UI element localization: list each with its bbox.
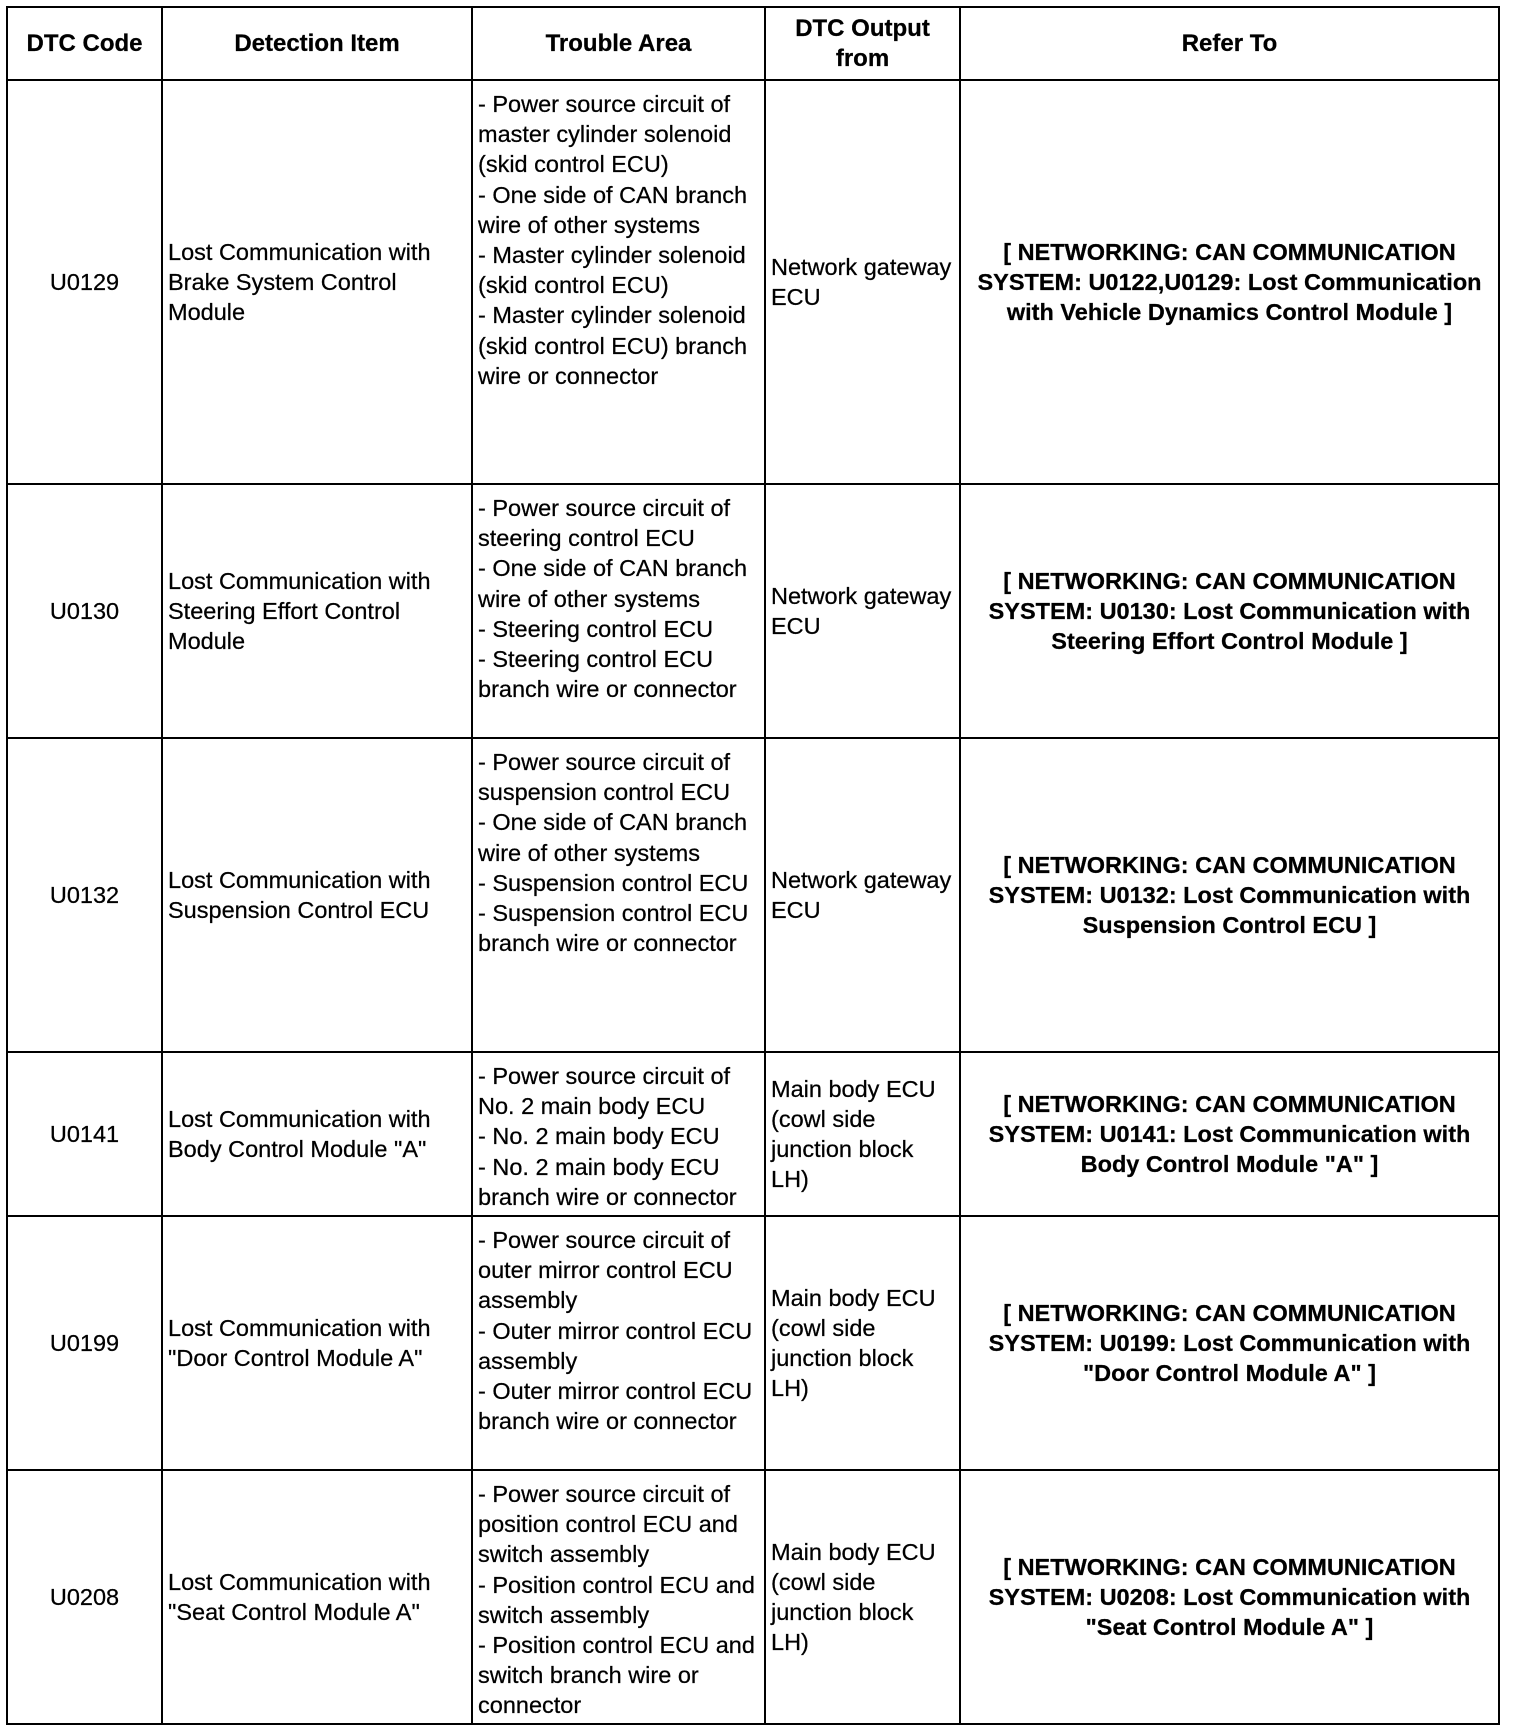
table-row xyxy=(7,1470,1499,1724)
header-trouble-area: Trouble Area xyxy=(472,7,765,80)
table-row xyxy=(7,484,1499,738)
detection-item: Lost Communication with Brake System Control Module xyxy=(162,80,472,484)
dtc-code: U0130 xyxy=(7,484,162,738)
header-dtc-code: DTC Code xyxy=(7,7,162,80)
table-row xyxy=(7,80,1499,484)
dtc-output-from: Main body ECU (cowl side junction block LH) xyxy=(765,1470,960,1724)
dtc-output-from: Network gateway ECU xyxy=(765,738,960,1052)
trouble-area: - Power source circuit of outer mirror control ECU assembly - Outer mirror control ECU assembly - Outer mirror control ECU branch wire or connector xyxy=(472,1216,765,1470)
dtc-code: U0208 xyxy=(7,1470,162,1724)
trouble-area: - Power source circuit of steering control ECU - One side of CAN branch wire of other systems - Steering control ECU - Steering control ECU branch wire or connector xyxy=(472,484,765,738)
trouble-area: - Power source circuit of suspension control ECU - One side of CAN branch wire of other systems - Suspension control ECU - Suspension control ECU branch wire or connector xyxy=(472,738,765,1052)
table-row xyxy=(7,1052,1499,1216)
dtc-table xyxy=(6,6,1500,1725)
detection-item: Lost Communication with "Seat Control Module A" xyxy=(162,1470,472,1724)
detection-item: Lost Communication with Suspension Control ECU xyxy=(162,738,472,1052)
refer-to-link[interactable]: [ NETWORKING: CAN COMMUNICATION SYSTEM: U0208: Lost Communication with "Seat Control Module A" ] xyxy=(960,1470,1499,1724)
header-dtc-output-from: DTC Output from xyxy=(765,7,960,80)
trouble-area: - Power source circuit of master cylinder solenoid (skid control ECU) - One side of CAN branch wire of other systems - Master cylinder solenoid (skid control ECU) - Master cylinder solenoid (skid control ECU) branch wire or connector xyxy=(472,80,765,484)
dtc-code: U0141 xyxy=(7,1052,162,1216)
trouble-area: - Power source circuit of No. 2 main body ECU - No. 2 main body ECU - No. 2 main body ECU branch wire or connector xyxy=(472,1052,765,1216)
detection-item: Lost Communication with Steering Effort Control Module xyxy=(162,484,472,738)
refer-to-link[interactable]: [ NETWORKING: CAN COMMUNICATION SYSTEM: U0130: Lost Communication with Steering Effort Control Module ] xyxy=(960,484,1499,738)
dtc-output-from: Network gateway ECU xyxy=(765,80,960,484)
dtc-code: U0129 xyxy=(7,80,162,484)
table-row xyxy=(7,738,1499,1052)
trouble-area: - Power source circuit of position control ECU and switch assembly - Position control ECU and switch assembly - Position control ECU and switch branch wire or connector xyxy=(472,1470,765,1724)
refer-to-link[interactable]: [ NETWORKING: CAN COMMUNICATION SYSTEM: U0132: Lost Communication with Suspension Control ECU ] xyxy=(960,738,1499,1052)
dtc-output-from: Network gateway ECU xyxy=(765,484,960,738)
detection-item: Lost Communication with Body Control Module "A" xyxy=(162,1052,472,1216)
table-row xyxy=(7,1216,1499,1470)
dtc-code: U0199 xyxy=(7,1216,162,1470)
dtc-output-from: Main body ECU (cowl side junction block LH) xyxy=(765,1052,960,1216)
refer-to-link[interactable]: [ NETWORKING: CAN COMMUNICATION SYSTEM: U0199: Lost Communication with "Door Control Module A" ] xyxy=(960,1216,1499,1470)
dtc-code: U0132 xyxy=(7,738,162,1052)
refer-to-link[interactable]: [ NETWORKING: CAN COMMUNICATION SYSTEM: U0122,U0129: Lost Communication with Vehicle Dynamics Control Module ] xyxy=(960,80,1499,484)
dtc-output-from: Main body ECU (cowl side junction block LH) xyxy=(765,1216,960,1470)
header-refer-to: Refer To xyxy=(960,7,1499,80)
header-row xyxy=(7,7,1499,80)
refer-to-link[interactable]: [ NETWORKING: CAN COMMUNICATION SYSTEM: U0141: Lost Communication with Body Control Module "A" ] xyxy=(960,1052,1499,1216)
header-detection-item: Detection Item xyxy=(162,7,472,80)
detection-item: Lost Communication with "Door Control Module A" xyxy=(162,1216,472,1470)
